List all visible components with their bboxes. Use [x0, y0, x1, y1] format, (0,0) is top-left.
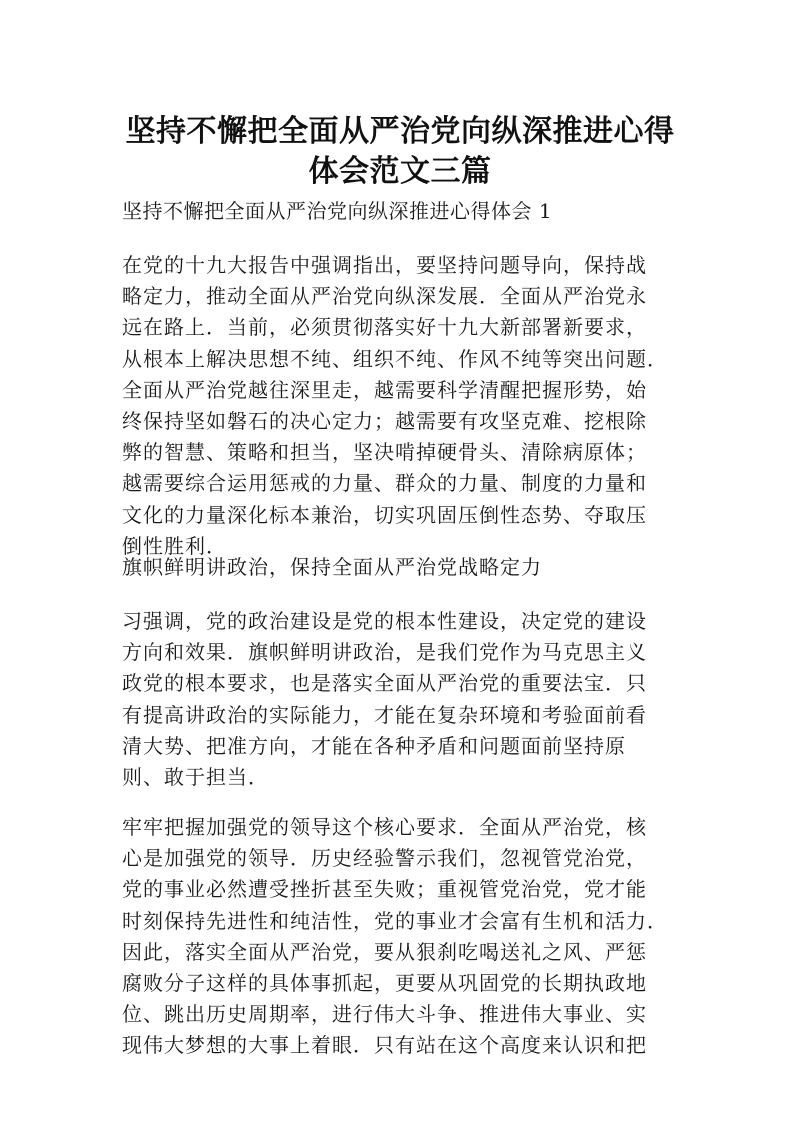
paragraph-line: 旗帜鲜明讲政治，保持全面从严治党战略定力	[122, 555, 542, 579]
paragraph-line: 则、敢于担当．	[122, 765, 269, 790]
paragraph-line: 略定力，推动全面从严治党向纵深发展．全面从严治党永	[122, 284, 647, 309]
paragraph-intro	[122, 250, 670, 562]
paragraph-line: 政党的根本要求，也是落实全面从严治党的重要法宝．只	[122, 671, 647, 696]
paragraph-line: 从根本上解决思想不纯、组织不纯、作风不纯等突出问题．	[122, 346, 668, 371]
paragraph-line: 在党的十九大报告中强调指出，要坚持问题导向，保持战	[122, 253, 647, 277]
paragraph-line: 倒性胜利．	[122, 533, 227, 558]
paragraph-line: 位、跳出历史周期率，进行伟大斗争、推进伟大事业、实	[122, 1002, 647, 1027]
paragraph-line: 方向和效果．旗帜鲜明讲政治，是我们党作为马克思主义	[122, 640, 647, 665]
paragraph-line: 终保持坚如磐石的决心定力；越需要有攻坚克难、挖根除	[122, 409, 647, 434]
paragraph-subheading	[122, 552, 670, 583]
paragraph-line: 清大势、把准方向，才能在各种矛盾和问题面前坚持原	[122, 733, 626, 758]
paragraph-line: 文化的力量深化标本兼治，切实巩固压倒性态势、夺取压	[122, 502, 647, 527]
section-heading: 坚持不懈把全面从严治党向纵深推进心得体会 1	[122, 199, 553, 223]
title-line: 坚持不懈把全面从严治党向纵深推进心得	[125, 114, 675, 149]
paragraph-line: 腐败分子这样的具体事抓起，更要从巩固党的长期执政地	[122, 971, 647, 996]
paragraph-line: 党的事业必然遭受挫折甚至失败；重视管党治党，党才能	[122, 877, 647, 902]
paragraph-line: 越需要综合运用惩戒的力量、群众的力量、制度的力量和	[122, 471, 647, 496]
paragraph-line: 远在路上．当前，必须贯彻落实好十九大新部署新要求，	[122, 315, 647, 340]
document-title	[110, 112, 690, 192]
paragraph-line: 有提高讲政治的实际能力，才能在复杂环境和考验面前看	[122, 702, 647, 727]
paragraph-line: 牢牢把握加强党的领导这个核心要求．全面从严治党，核	[122, 815, 647, 839]
paragraph-politics	[122, 606, 670, 793]
paragraph-line: 全面从严治党越往深里走，越需要科学清醒把握形势，始	[122, 377, 647, 402]
paragraph-line: 时刻保持先进性和纯洁性，党的事业才会富有生机和活力．	[122, 908, 668, 933]
paragraph-leadership	[122, 812, 670, 1062]
paragraph-line: 现伟大梦想的大事上着眼．只有站在这个高度来认识和把	[122, 1033, 647, 1058]
paragraph-line: 弊的智慧、策略和担当，坚决啃掉硬骨头、清除病原体；	[122, 440, 647, 465]
paragraph-line: 因此，落实全面从严治党，要从狠刹吃喝送礼之风、严惩	[122, 939, 647, 964]
title-line: 体会范文三篇	[308, 154, 492, 189]
paragraph-line: 习强调，党的政治建设是党的根本性建设，决定党的建设	[122, 609, 647, 633]
paragraph-line: 心是加强党的领导．历史经验警示我们，忽视管党治党，	[122, 846, 647, 871]
